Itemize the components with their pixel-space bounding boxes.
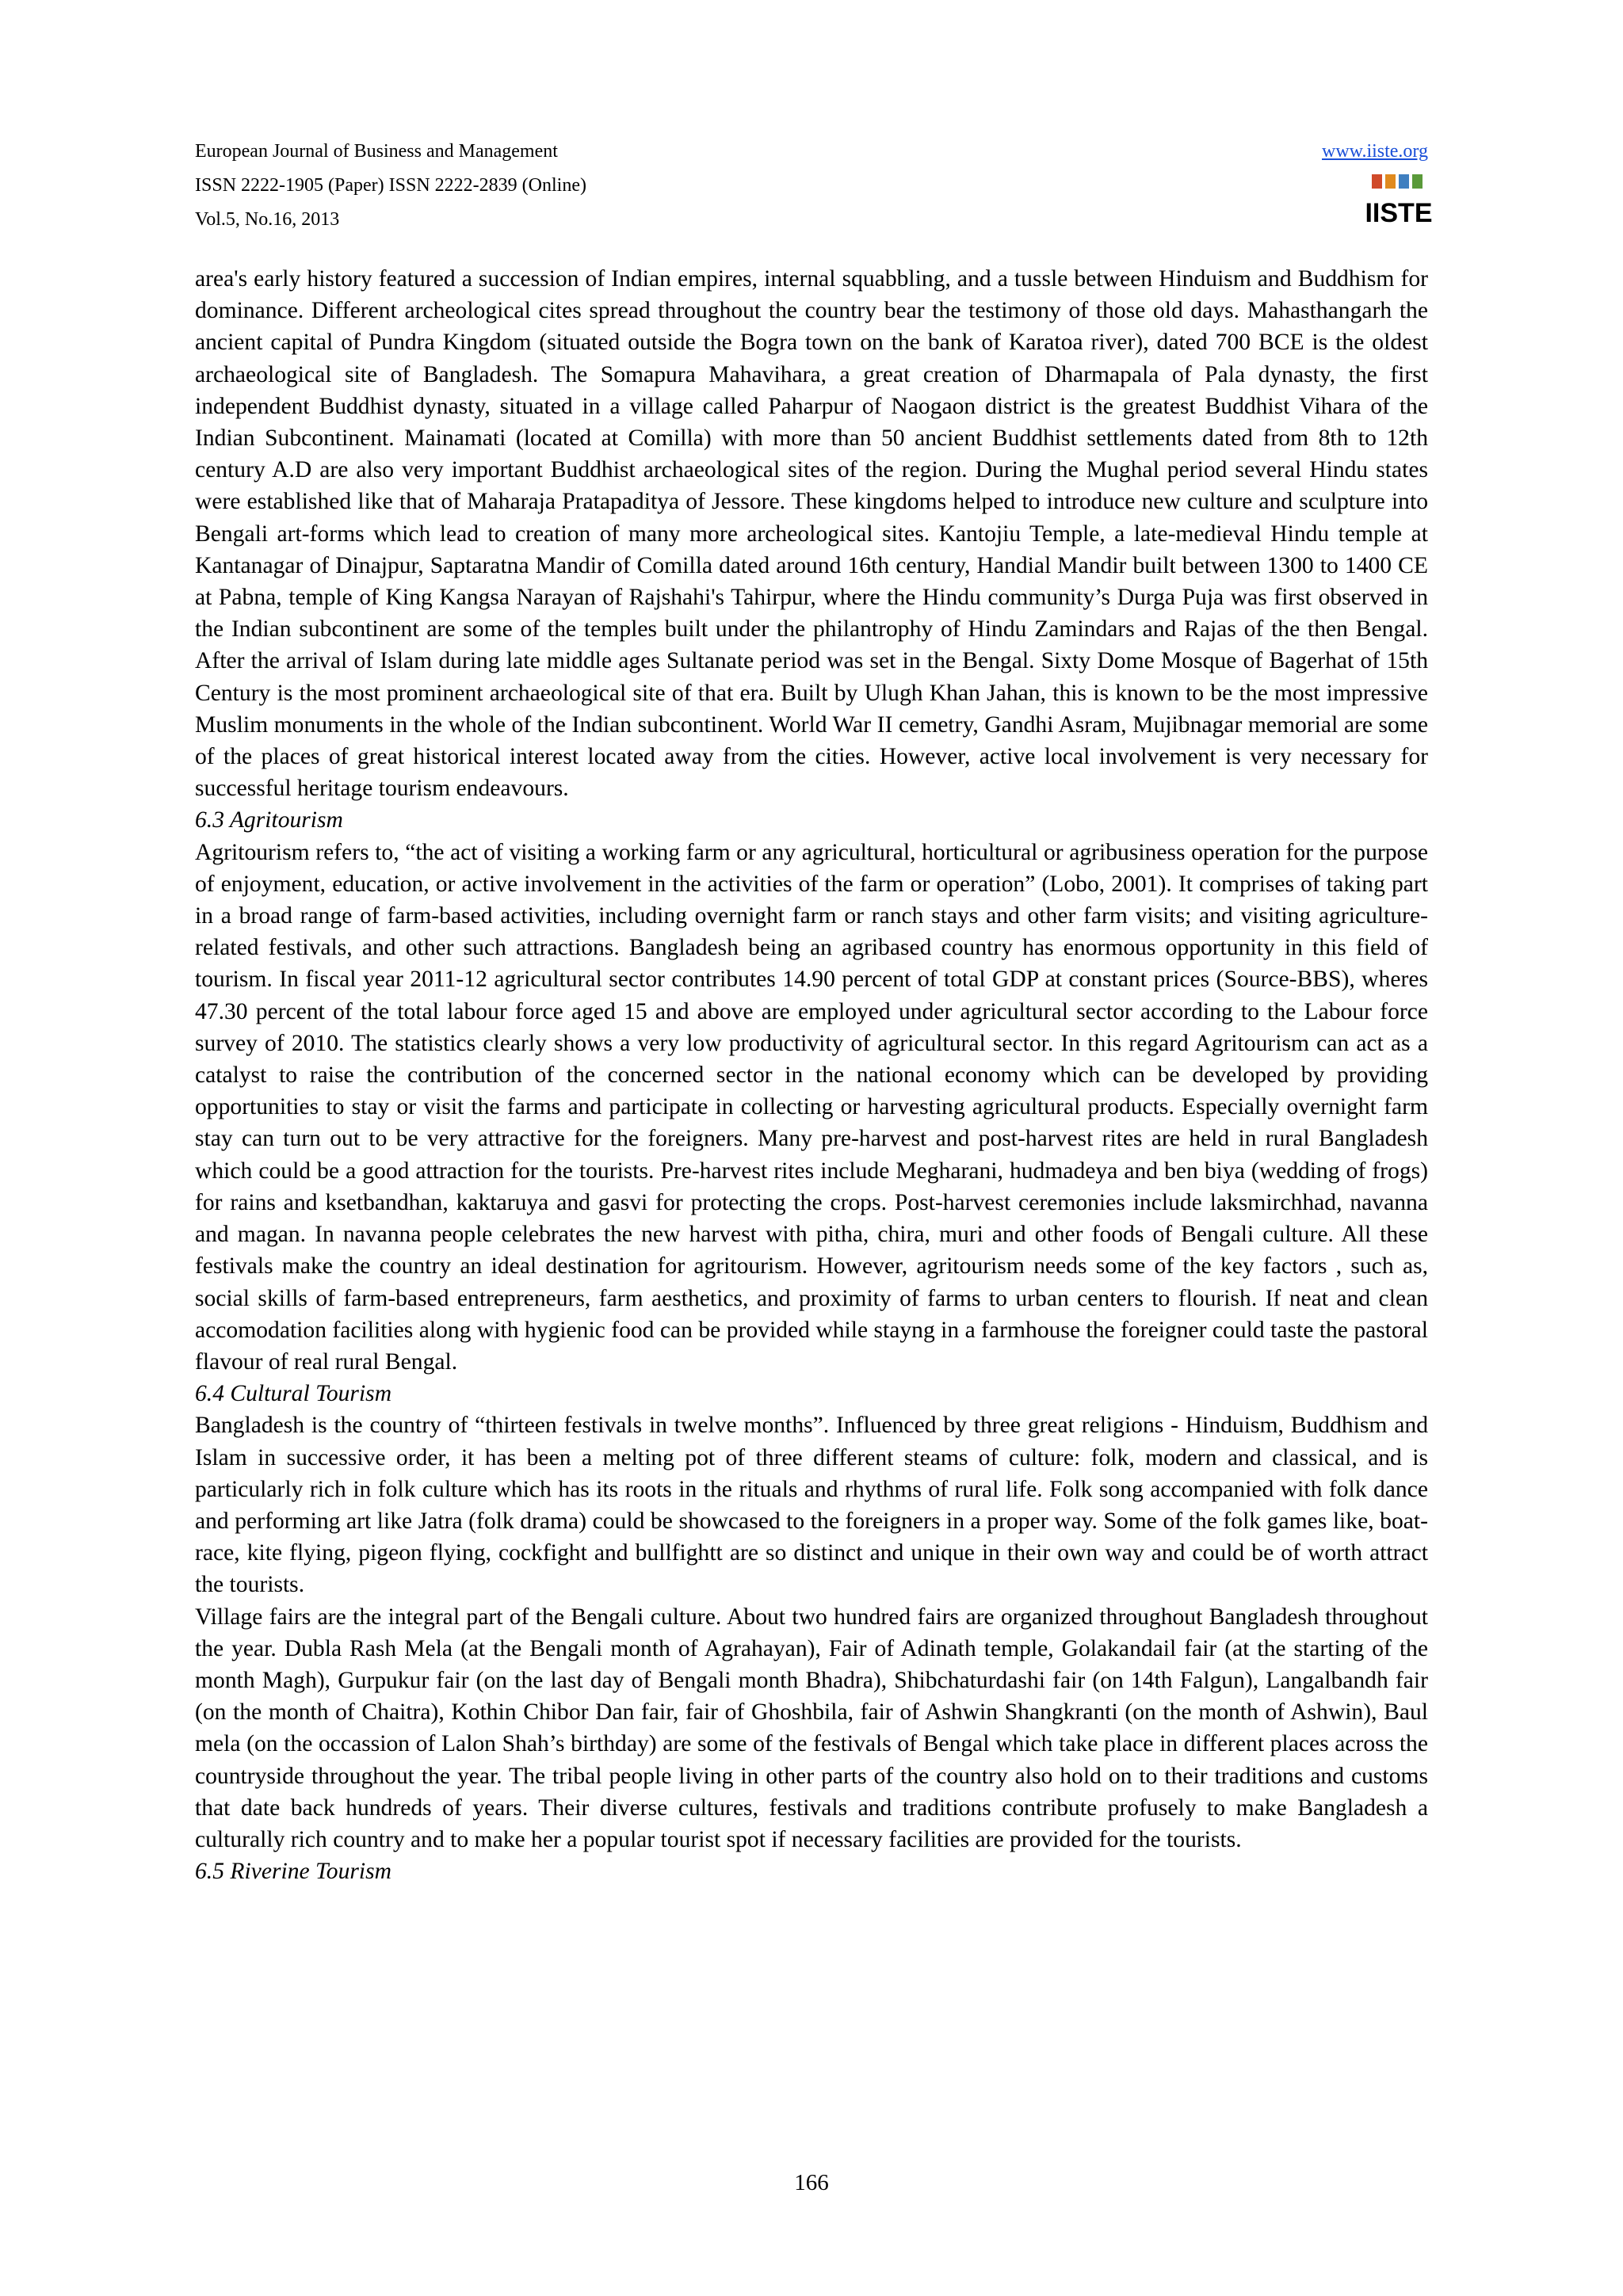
logo-block-green [1412,174,1423,189]
paragraph-agritourism: Agritourism refers to, “the act of visiting a working farm or any agricultural, horticultural or agribusiness operation for the purpose of enjoyment, education, or active involvement in the activities of the farm or operation” (Lobo, 2001). It comprises of taking part in a broad range of farm-based activities, including overnight farm or ranch stays and other farm visits; and visiting agriculture-related festivals, and other such attractions. Bangladesh being an agribased country has enormous opportunity in this field of tourism. In fiscal year 2011-12 agricultural sector contributes 14.90 percent of total GDP at constant prices (Source-BBS), wheres 47.30 percent of the total labour force aged 15 and above are employed under agricultural sector according to the Labour force survey of 2010. The statistics clearly shows a very low productivity of agricultural sector. In this regard Agritourism can act as a catalyst to raise the contribution of the concerned sector in the national economy which can be developed by providing opportunities to stay or visit the farms and participate in collecting or harvesting agricultural products. Especially overnight farm stay can turn out to be very attractive for the foreigners. Many pre-harvest and post-harvest rites are held in rural Bangladesh which could be a good attraction for the tourists. Pre-harvest rites include Megharani, hudmadeya and ben biya (wedding of frogs) for rains and ksetbandhan, kaktaruya and gasvi for protecting the crops. Post-harvest ceremonies include laksmirchhad, navanna and magan. In navanna people celebrates the new harvest with pitha, chira, muri and other foods of Bengali culture. All these festivals make the country an ideal destination for agritourism. However, agritourism needs some of the key factors , such as, social skills of farm-based entrepreneurs, farm aesthetics, and proximity of farms to urban centers to flourish. If neat and clean accomodation facilities along with hygienic food can be provided while stayng in a farmhouse the foreigner could taste the pastoral flavour of real rural Bengal. [195,839,1428,1375]
journal-links [1322,135,1433,228]
paragraph-cultural-tourism-2: Village fairs are the integral part of the Bengali culture. About two hundred fairs are organized throughout Bangladesh throughout the year. Dubla Rash Mela (at the Bengali month of Agrahayan), Fair of Adinath temple, Golakandail fair (at the starting of the month Magh), Gurpukur fair (on the last day of Bengali month Bhadra), Shibchaturdashi fair (on 14th Falgun), Langalbandh fair (on the month of Chaitra), Kothin Chibor Dan fair, fair of Ghoshbila, fair of Ashwin Shangkranti (on the month of Ashwin), Baul mela (on the occassion of Lalon Shah’s birthday) are some of the festivals of Bengal which take place in different places across the countryside throughout the year. The tribal people living in other parts of the country also hold on to their traditions and customs that date back hundreds of years. Their diverse cultures, festivals and traditions contribute profusely to make Bangladesh a culturally rich country and to make her a popular tourist spot if necessary facilities are provided for the tourists. [195,1604,1428,1852]
page-number: 166 [794,2170,829,2195]
paragraph-cultural-tourism-1: Bangladesh is the country of “thirteen festivals in twelve months”. Influenced by three great religions - Hinduism, Buddhism and Islam in successive order, it has been a melting pot of three different steams of culture: folk, modern and classical, and is particularly rich in folk culture which has its roots in the rituals and rhythms of rural life. Folk song accompanied with folk dance and performing art like Jatra (folk drama) could be showcased to the foreigners in a proper way. Some of the folk games like, boat-race, kite flying, pigeon flying, cockfight and bullfightt are so distinct and unique in their own way and could be of worth attract the tourists. [195,1413,1428,1598]
logo-block-red [1372,174,1382,189]
journal-url-link[interactable]: www.iiste.org [1322,141,1428,162]
iiste-logo [1365,171,1433,228]
section-heading-riverine-tourism: 6.5 Riverine Tourism [195,1859,391,1885]
section-heading-agritourism: 6.3 Agritourism [195,807,343,833]
journal-name: European Journal of Business and Management [195,141,558,162]
page-header [195,135,1433,238]
journal-volume: Vol.5, No.16, 2013 [195,209,340,230]
logo-block-blue [1399,174,1409,189]
section-heading-cultural-tourism: 6.4 Cultural Tourism [195,1381,392,1407]
article-body [195,263,1428,1887]
logo-wordmark: IISTE [1365,198,1433,228]
paragraph-heritage-continued: area's early history featured a succession of Indian empires, internal squabbling, and a tussle between Hinduism and Buddhism for dominance. Different archeological cites spread throughout the country bear the testimony of those old days. Mahasthangarh the ancient capital of Pundra Kingdom (situated outside the Bogra town on the bank of Karatoa river), dated 700 BCE is the oldest archaeological site of Bangladesh. The Somapura Mahavihara, a great creation of Dharmapala of Pala dynasty, the first independent Buddhist dynasty, situated in a village called Paharpur of Naogaon district is the greatest Buddhist Vihara of the Indian Subcontinent. Mainamati (located at Comilla) with more than 50 ancient Buddhist settlements dated from 8th to 12th century A.D are also very important Buddhist archaeological sites of the region. During the Mughal period several Hindu states were established like that of Maharaja Pratapaditya of Jessore. These kingdoms helped to introduce new culture and sculpture into Bengali art-forms which lead to creation of many more archeological sites. Kantojiu Temple, a late-medieval Hindu temple at Kantanagar of Dinajpur, Saptaratna Mandir of Comilla dated around 16th century, Handial Mandir built between 1300 to 1400 CE at Pabna, temple of King Kangsa Narayan of Rajshahi's Tahirpur, where the Hindu community’s Durga Puja was first observed in the Indian subcontinent are some of the temples built under the philantrophy of Hindu Zamindars and Rajas of the then Bengal. After the arrival of Islam during late middle ages Sultanate period was set in the Bengal. Sixty Dome Mosque of Bagerhat of 15th Century is the most prominent archaeological site of that era. Built by Ulugh Khan Jahan, this is known to be the most impressive Muslim monuments in the whole of the Indian subcontinent. World War II cemetry, Gandhi Asram, Mujibnagar memorial are some of the places of great historical interest located away from the cities. However, active local involvement is very necessary for successful heritage tourism endeavours. [195,266,1428,802]
logo-block-orange [1385,174,1396,189]
journal-issn: ISSN 2222-1905 (Paper) ISSN 2222-2839 (Online) [195,175,586,196]
journal-info [195,135,586,237]
